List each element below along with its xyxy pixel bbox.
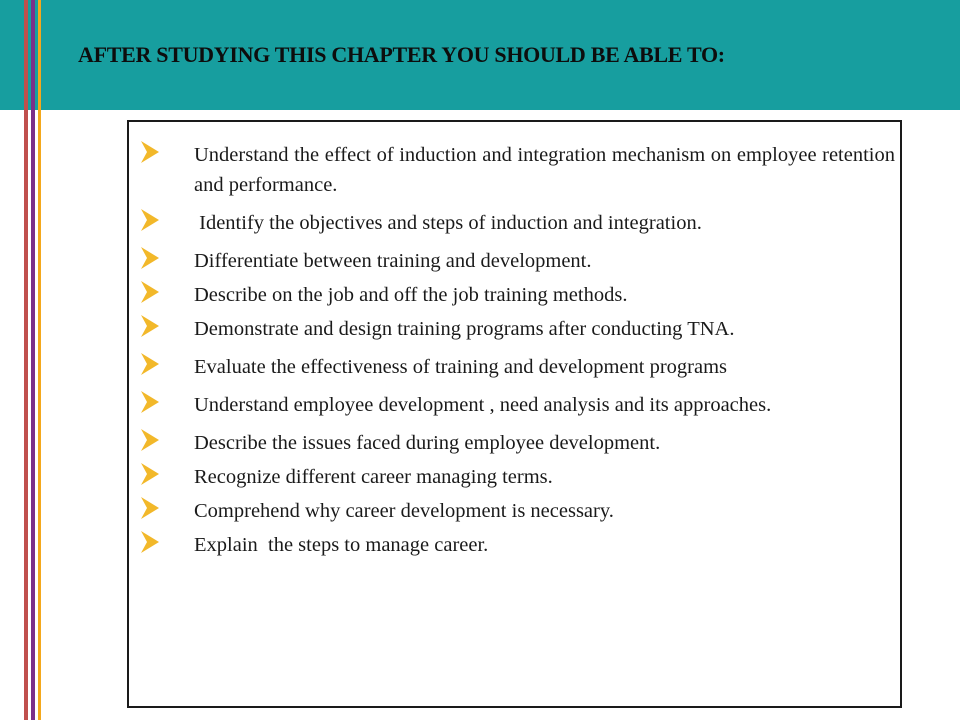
arrow-bullet-icon [141,391,183,413]
slide-title: AFTER STUDYING THIS CHAPTER YOU SHOULD BE ABLE TO: [78,42,725,67]
objective-text: Identify the objectives and steps of induction and integration. [194,212,702,234]
objectives-list [141,140,895,564]
arrow-bullet-icon [141,315,183,337]
list-item [141,314,895,344]
arrow-bullet-icon [141,353,183,375]
list-item [141,428,895,458]
list-item [141,140,895,200]
decor-stripe-red [24,0,28,720]
arrow-bullet-icon [141,209,183,231]
objective-text: Recognize different career managing terms. [194,466,553,488]
objective-text: Explain the steps to manage career. [194,534,489,556]
objective-text: Understand employee development , need analysis and its approaches. [194,394,772,416]
arrow-bullet-icon [141,281,183,303]
objective-text: Evaluate the effectiveness of training and development programs [194,356,727,378]
list-item [141,352,895,382]
objective-text: Comprehend why career development is necessary. [194,500,614,522]
objectives-box [127,120,902,708]
arrow-bullet-icon [141,497,183,519]
decor-stripe-orange [38,0,41,720]
list-item [141,390,895,420]
objective-text: Describe the issues faced during employee development. [194,432,661,454]
arrow-bullet-icon [141,429,183,451]
arrow-bullet-icon [141,247,183,269]
objective-text: Differentiate between training and development. [194,250,592,272]
arrow-bullet-icon [141,141,183,163]
arrow-bullet-icon [141,531,183,553]
list-item [141,462,895,492]
list-item [141,246,895,276]
objective-text: Describe on the job and off the job training methods. [194,284,628,306]
arrow-bullet-icon [141,463,183,485]
list-item [141,530,895,560]
list-item [141,496,895,526]
objective-text: Demonstrate and design training programs after conducting TNA. [194,318,735,340]
list-item [141,208,895,238]
objective-text: Understand the effect of induction and integration mechanism on employee retention and performance. [194,144,895,196]
decor-stripe-purple [31,0,35,720]
list-item [141,280,895,310]
